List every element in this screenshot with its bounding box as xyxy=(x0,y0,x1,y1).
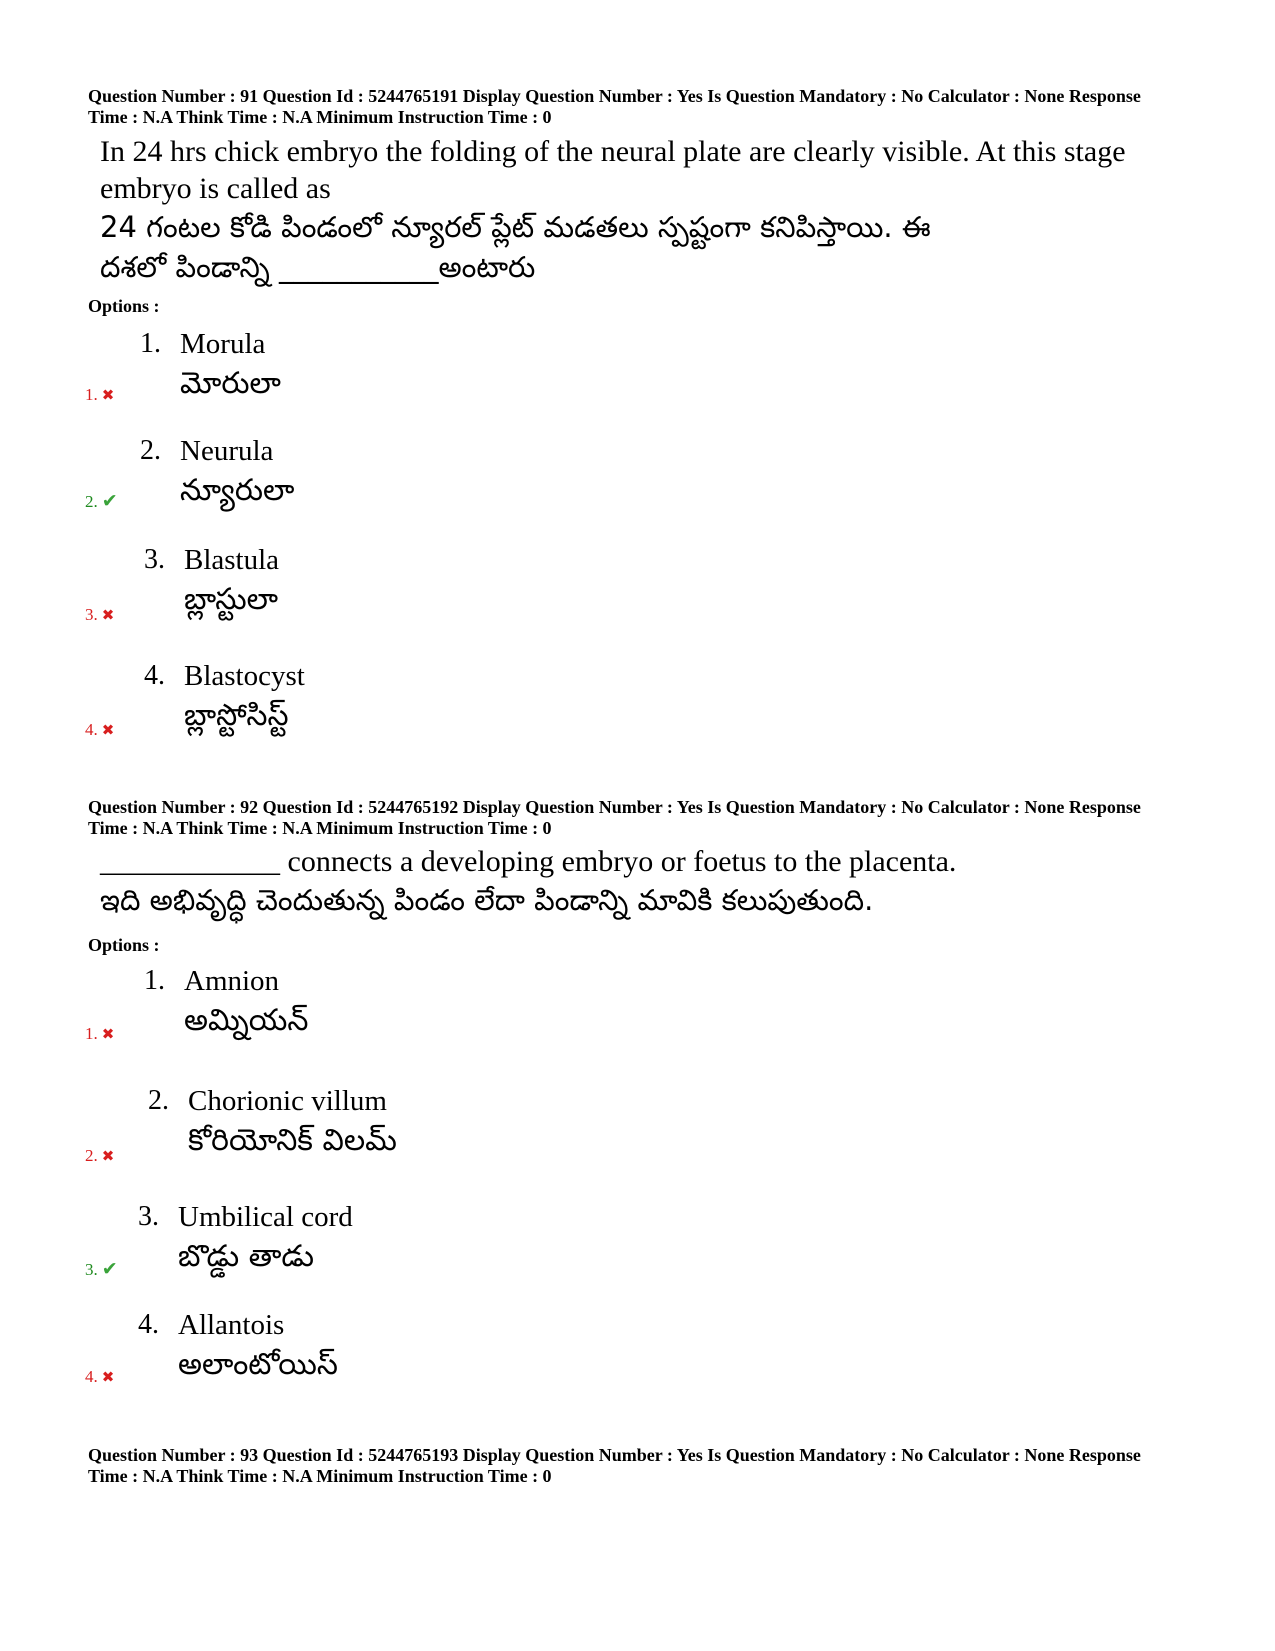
options-label: Options : xyxy=(88,935,160,955)
option-number: 2. xyxy=(140,435,161,466)
question-text-telugu: దశలో పిండాన్ని ___________అంటారు xyxy=(100,250,536,284)
option-number: 1. xyxy=(140,328,161,359)
option-number: 3. xyxy=(144,544,165,575)
check-icon: ✔ xyxy=(101,490,118,512)
option-1[interactable] xyxy=(85,965,688,1055)
question-meta-line-1: Question Number : 91 Question Id : 5244765191 Display Question Number : Yes Is Question Mandatory : No Calculator : None Response xyxy=(88,86,1141,106)
wrong-answer-mark: 1. ✖ xyxy=(85,385,115,404)
question-meta-line-2: Time : N.A Think Time : N.A Minimum Instruction Time : 0 xyxy=(88,107,552,127)
option-text-english: Neurula xyxy=(180,435,274,467)
option-text-english: Chorionic villum xyxy=(188,1085,387,1117)
question-meta-line-2: Time : N.A Think Time : N.A Minimum Instruction Time : 0 xyxy=(88,1466,552,1486)
question-meta-line-2: Time : N.A Think Time : N.A Minimum Instruction Time : 0 xyxy=(88,818,552,838)
question-meta xyxy=(88,1445,1198,1487)
option-text-english: Blastula xyxy=(184,544,280,576)
option-text-english: Amnion xyxy=(184,965,280,997)
cross-icon: ✖ xyxy=(101,386,115,404)
option-text-telugu: కోరియోనిక్ విలమ్ xyxy=(188,1123,397,1158)
question-stem xyxy=(100,843,1210,920)
question-meta-line-1: Question Number : 92 Question Id : 5244765192 Display Question Number : Yes Is Question Mandatory : No Calculator : None Response xyxy=(88,797,1141,817)
question-text-telugu: 24 గంటల కోడి పిండంలో న్యూరల్ ప్లేట్ మడతలు స్పష్టంగా కనిపిస్తాయి. ఈ xyxy=(100,210,931,244)
option-number: 4. xyxy=(144,660,165,691)
question-stem xyxy=(100,133,1210,287)
cross-icon: ✖ xyxy=(101,1147,115,1165)
option-text-telugu: బొడ్డు తాడు xyxy=(178,1239,315,1274)
wrong-answer-mark: 4. ✖ xyxy=(85,1367,115,1386)
cross-icon: ✖ xyxy=(101,721,115,739)
option-text-telugu: అమ్నియన్ xyxy=(184,1003,309,1038)
options-label: Options : xyxy=(88,296,160,316)
option-number: 2. xyxy=(148,1085,169,1116)
correct-answer-mark: 3. ✔ xyxy=(85,1258,118,1280)
question-meta-line-1: Question Number : 93 Question Id : 5244765193 Display Question Number : Yes Is Question Mandatory : No Calculator : None Response xyxy=(88,1445,1141,1465)
option-3[interactable] xyxy=(85,1201,688,1291)
question-text-english: In 24 hrs chick embryo the folding of the neural plate are clearly visible. At this stage xyxy=(100,135,1126,168)
question-meta xyxy=(88,86,1198,128)
option-text-telugu: మోరులా xyxy=(180,366,281,401)
wrong-answer-mark: 2. ✖ xyxy=(85,1146,115,1165)
cross-icon: ✖ xyxy=(101,606,115,624)
option-4[interactable] xyxy=(85,1309,688,1399)
correct-answer-mark: 2. ✔ xyxy=(85,490,118,512)
option-2[interactable] xyxy=(85,435,688,525)
option-text-telugu: బ్లాస్టులా xyxy=(184,582,279,617)
option-text-telugu: అలాంటోయిస్ xyxy=(178,1347,338,1382)
option-3[interactable] xyxy=(85,544,688,634)
option-text-telugu: న్యూరులా xyxy=(180,473,295,508)
option-1[interactable] xyxy=(85,328,688,418)
question-text-telugu: ఇది అభివృద్ధి చెందుతున్న పిండం లేదా పిండాన్ని మావికి కలుపుతుంది. xyxy=(100,883,874,917)
question-meta xyxy=(88,797,1198,839)
wrong-answer-mark: 4. ✖ xyxy=(85,720,115,739)
wrong-answer-mark: 3. ✖ xyxy=(85,605,115,624)
option-4[interactable] xyxy=(85,660,688,750)
option-number: 1. xyxy=(144,965,165,996)
option-2[interactable] xyxy=(85,1085,688,1175)
option-number: 4. xyxy=(138,1309,159,1340)
wrong-answer-mark: 1. ✖ xyxy=(85,1024,115,1043)
option-number: 3. xyxy=(138,1201,159,1232)
cross-icon: ✖ xyxy=(101,1368,115,1386)
option-text-english: Blastocyst xyxy=(184,660,305,692)
option-text-english: Umbilical cord xyxy=(178,1201,353,1233)
option-text-english: Allantois xyxy=(178,1309,285,1341)
check-icon: ✔ xyxy=(101,1258,118,1280)
question-text-english: embryo is called as xyxy=(100,172,331,205)
option-text-english: Morula xyxy=(180,328,266,360)
question-text-english: ____________ connects a developing embryo or foetus to the placenta. xyxy=(100,845,957,878)
option-text-telugu: బ్లాస్టోసిస్ట్ xyxy=(184,698,289,733)
cross-icon: ✖ xyxy=(101,1025,115,1043)
